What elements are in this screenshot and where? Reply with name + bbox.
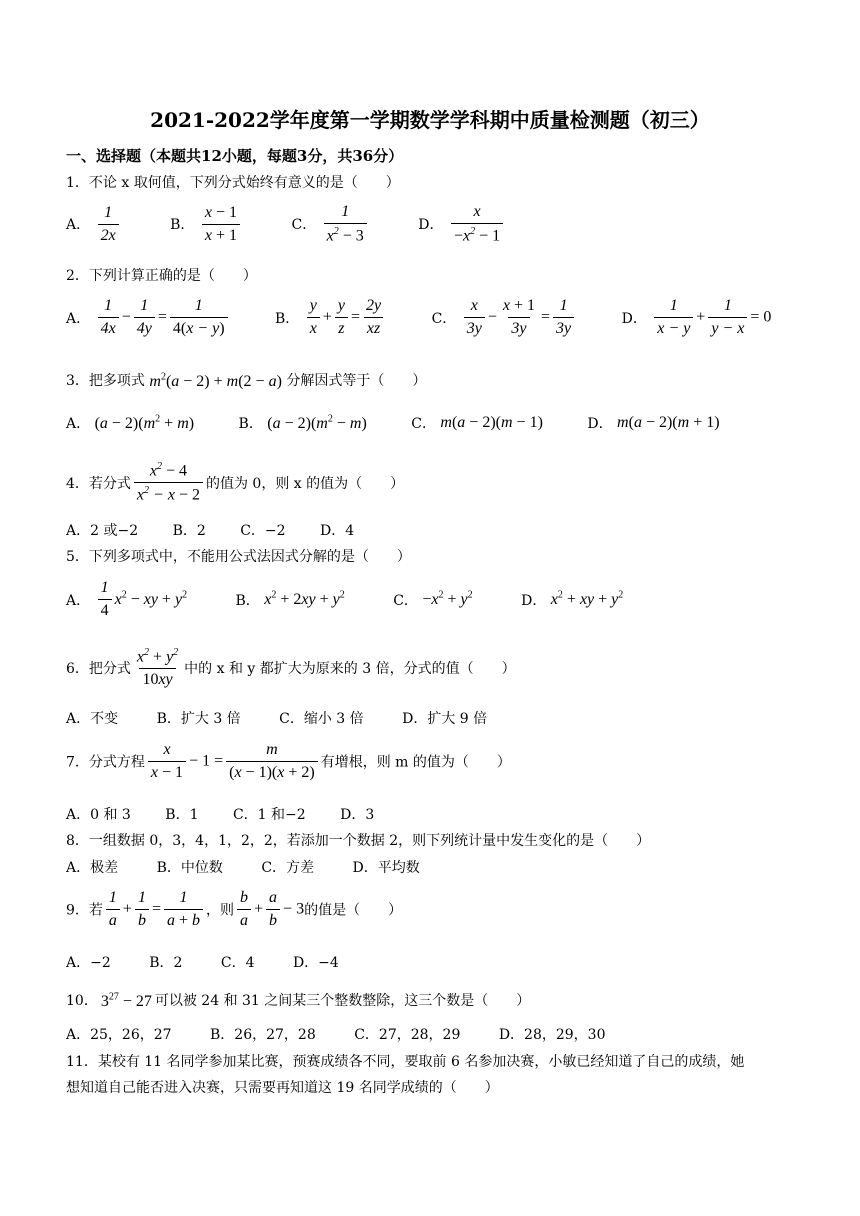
question-2-options: A． $\frac{1}{4x}$ − $\frac{1}{4y}$ = $\frac{1}{4(x - y)}$ B． $\frac{y}{x}$ + $\frac{y}{z}$ = $\frac{2y}{xz}$ C． $\frac{x}{3y}$ − $\frac{x + 1}{3y}$ = $\frac{1}{3y}$ D． $\frac{1}{x - y}$ + $\frac{1}{y - x}$ = 0	[66, 297, 772, 337]
option-c: C．27，28，29	[354, 1027, 461, 1043]
section-heading: 一、选择题（本题共12小题，每题3分，共36分）	[66, 147, 404, 165]
question-8-stem: 8．一组数据 0，3，4，1，2，2，若添加一个数据 2，则下列统计量中发生变化的是（ ）	[66, 833, 651, 849]
option-c-label: C．	[291, 217, 317, 234]
stem-part: 7．分式方程	[66, 754, 145, 771]
option-c: C．方差	[261, 860, 315, 876]
option-c-label: C．	[431, 310, 457, 327]
stem-part: 3．把多项式	[66, 373, 145, 389]
option-b: B．扩大 3 倍	[156, 711, 241, 727]
option-d-label: D．	[587, 416, 613, 432]
option-a: A．0 和 3	[66, 807, 131, 823]
stem-part: ，则	[206, 902, 235, 919]
option-b-label: B．	[170, 217, 195, 234]
option-c-label: C．	[411, 416, 436, 432]
page-title: 2021-2022学年度第一学期数学学科期中质量检测题（初三）	[150, 108, 710, 132]
option-a-label: A．	[66, 217, 91, 234]
option-c: C．缩小 3 倍	[279, 711, 364, 727]
option-c: C．−2	[240, 523, 286, 539]
option-b: B．2	[149, 955, 183, 971]
option-d: D．4	[320, 523, 355, 539]
question-6-options	[66, 708, 487, 728]
stem-part: 有增根，则 m 的值为（ ）	[320, 754, 511, 771]
question-2-stem: 2．下列计算正确的是（ ）	[66, 268, 257, 284]
question-3-options: A． $(a - 2)(m^2 + m)$ B． $(a - 2)(m^2 - m)$ C． m(a − 2)(m − 1) D． m(a − 2)(m + 1)	[66, 413, 720, 432]
option-a: A．−2	[66, 955, 111, 971]
question-7-options	[66, 804, 374, 824]
option-b: B．中位数	[156, 860, 223, 876]
stem-part: 6．把分式	[66, 661, 131, 678]
stem-part: 的值是（ ）	[304, 902, 403, 919]
option-d-label: D．	[418, 217, 444, 234]
option-b: B．26，27，28	[210, 1027, 316, 1043]
option-a-label: A．	[66, 592, 91, 609]
option-b-label: B．	[274, 310, 300, 327]
question-4-options	[66, 520, 354, 540]
question-7-stem: 7．分式方程 $\frac{x}{x - 1}$ − 1 = $\frac{m}{(x - 1)(x + 2)}$ 有增根，则 m 的值为（ ）	[66, 741, 511, 781]
option-a: A．25，26，27	[66, 1027, 172, 1043]
option-c: C．1 和−2	[232, 807, 306, 823]
option-c-label: C．	[393, 592, 418, 609]
option-b-label: B．	[235, 592, 260, 609]
option-d-label: D．	[521, 592, 547, 609]
question-10-stem: 10． $3^{27} - 27$ 可以被 24 和 31 之间某三个整数整除，这三个数是（ ）	[66, 991, 531, 1010]
option-b: B．1	[165, 807, 199, 823]
option-b: B．2	[172, 523, 206, 539]
question-5-options: A． $\frac{1}{4}$ $x^2$ − xy + $y^2$ B． $x^2 + 2xy + y^2$ C． $-x^2 + y^2$ D． $x^2$ + xy + $y^2$	[66, 579, 624, 619]
stem-part: 可以被 24 和 31 之间某三个整数整除，这三个数是（ ）	[154, 993, 531, 1009]
stem-part: 分解因式等于（ ）	[286, 373, 427, 389]
question-5-stem: 5．下列多项式中，不能用公式法因式分解的是（ ）	[66, 549, 411, 565]
question-11-line-1: 11．某校有 11 名同学参加某比赛，预赛成绩各不同，要取前 6 名参加决赛，小敏已经知道了自己的成绩，她	[66, 1054, 745, 1070]
option-a: A．极差	[66, 860, 119, 876]
stem-part: 4．若分式	[66, 475, 131, 492]
stem-part: 中的 x 和 y 都扩大为原来的 3 倍，分式的值（ ）	[184, 661, 516, 678]
option-d-label: D．	[621, 310, 647, 327]
question-9-stem: 9．若 $\frac{1}{a}$ + $\frac{1}{b}$ = $\frac{1}{a + b}$ ，则 $\frac{b}{a}$ + $\frac{a}{b}$ − 3的值是（ ）	[66, 889, 403, 929]
option-a-label: A．	[66, 416, 91, 432]
question-11-line-2: 想知道自己能否进入决赛，只需要再知道这 19 名同学成绩的（ ）	[66, 1080, 499, 1096]
question-8-options	[66, 857, 420, 877]
option-d: D．−4	[292, 955, 339, 971]
question-9-options	[66, 952, 339, 972]
question-4-stem: 4．若分式 $\frac{x^2 - 4}{x^2 - x - 2}$ 的值为 0，则 x 的值为（ ）	[66, 461, 405, 504]
question-3-stem: 3．把多项式 $m^2(a - 2) + m(2 - a)$ 分解因式等于（ ）	[66, 371, 427, 390]
question-10-options	[66, 1024, 605, 1044]
question-6-stem: 6．把分式 $\frac{x^2 + y^2}{10xy}$ 中的 x 和 y 都扩大为原来的 3 倍，分式的值（ ）	[66, 647, 516, 689]
stem-part: 10．	[66, 993, 98, 1009]
option-a: A．2 或−2	[66, 523, 139, 539]
question-1-stem: 1．不论 x 取何值，下列分式始终有意义的是（ ）	[66, 175, 400, 191]
option-d: D．扩大 9 倍	[402, 711, 488, 727]
question-1-options: A． $\frac{1}{2x}$ B． $\frac{x - 1}{x + 1}$ C． $\frac{1}{x^2 - 3}$ D． $\frac{x}{-x^2 - 1}$	[66, 204, 506, 244]
option-d: D．3	[340, 807, 375, 823]
stem-part: 9．若	[66, 902, 103, 919]
option-c: C．4	[220, 955, 255, 971]
option-d: D．28，29，30	[498, 1027, 606, 1043]
option-a-label: A．	[66, 310, 91, 327]
option-d: D．平均数	[352, 860, 420, 876]
option-b-label: B．	[238, 416, 263, 432]
option-a: A．不变	[66, 711, 119, 727]
stem-part: 的值为 0，则 x 的值为（ ）	[205, 475, 405, 492]
